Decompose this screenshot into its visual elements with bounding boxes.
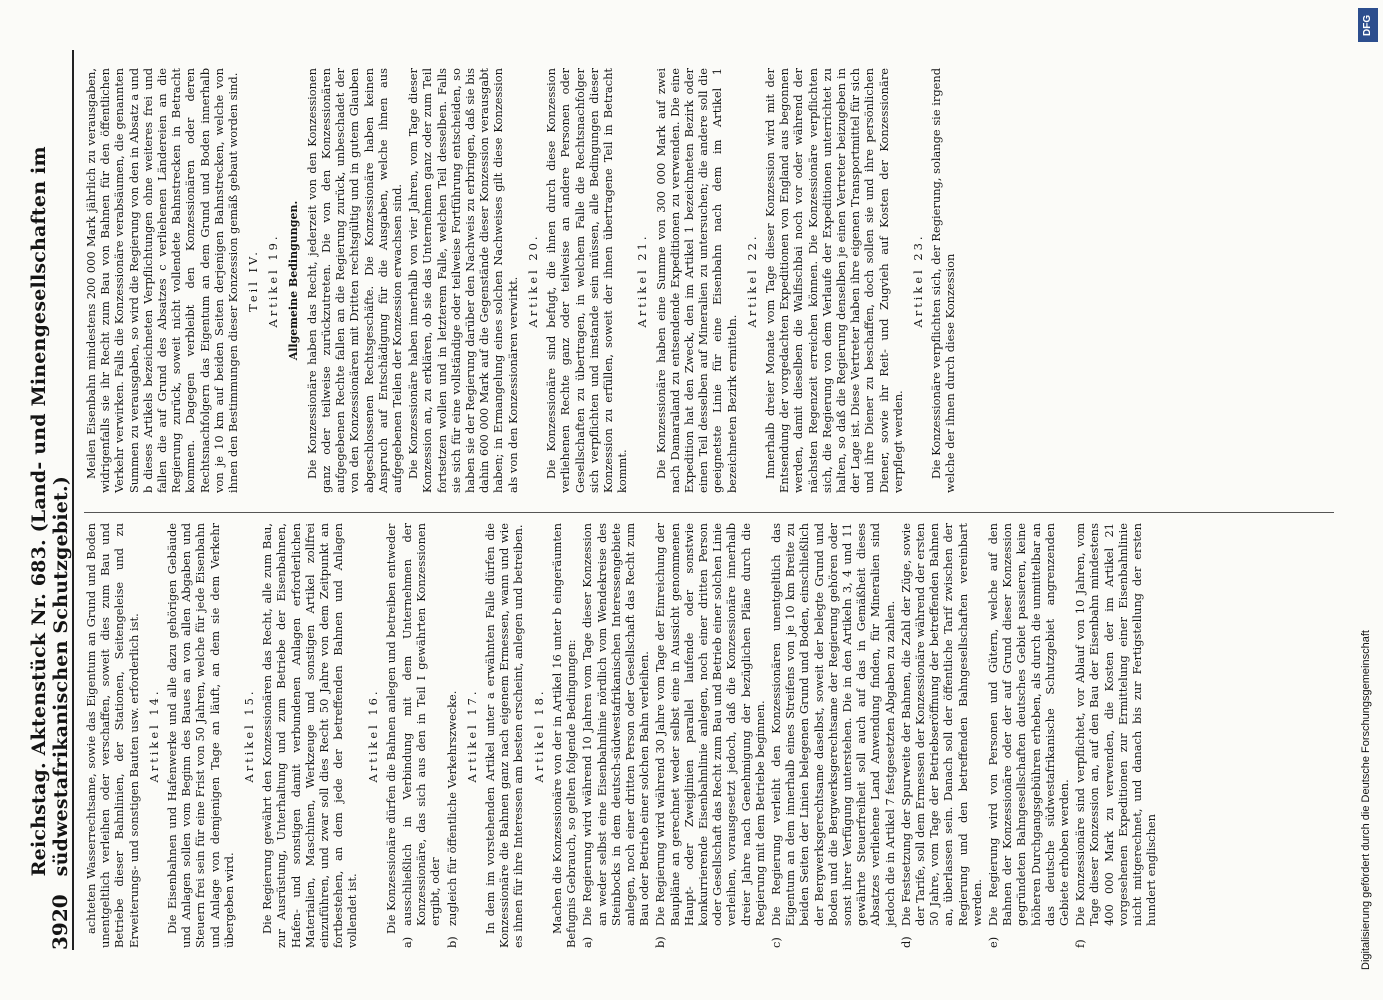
column-divider bbox=[84, 512, 1334, 513]
article-heading: Artikel 23. bbox=[910, 233, 925, 328]
item-label: a) bbox=[400, 936, 415, 948]
paragraph: Die Konzessionäre haben innerhalb von vier Jahren, vom Tage dieser Konzession an, zu erklären, ob sie das Unternehmen ganz oder zum Teil fortsetzen wollen und in letzterem Falle, welchen Teil desselben. Falls sie sich für eine vollständige oder teilweise Fortführung entscheiden, so haben sie der Regierung darüber den Nachweis zu erbringen, daß sie bis dahin 600 000 Mark auf die Gegenstände dieser Konzession verausgabt haben; in Ermangelung eines solchen Nachweises gilt diese Konzession als von den Konzessionären verwirkt. bbox=[406, 68, 520, 493]
item-label: b) bbox=[653, 936, 668, 948]
paragraph: achteten Wasserrechtsame, sowie das Eigentum an Grund und Boden unentgeltlich verleihen oder verschaffen, soweit dies zum Bau und Betriebe dieser Bahnlinien, der Stationen, Seitengeleise und zu Erweiterungs- und sonstigen Bauten usw. erforderlich ist. bbox=[84, 523, 141, 948]
section-subheading: Allgemeine Bedingungen. bbox=[286, 200, 300, 361]
item-text: zugleich für öffentliche Verkehrszwecke. bbox=[444, 690, 459, 926]
article-heading: Artikel 22. bbox=[744, 233, 759, 328]
item-text: Die Regierung wird von Personen und Gütern, welche auf den Bahnen der Konzessionäre oder der auf Grund dieser Konzession gegründeten Bahngesellschaften deutsches Gebiet passieren, keine höheren Durchgangsgebühren erheben, als durch die unmittelbar an das deutsche südwestafrikanische Schutzgebiet angrenzenden Gebiete erhoben werden. bbox=[985, 523, 1071, 926]
paragraph: Meilen Eisenbahn mindestens 200 000 Mark jährlich zu verausgaben, widrigenfalls sie ihr Recht zum Bau von Bahnen für den öffentlichen Verkehr verwirken. Falls die Konzessionäre verabsäumen, die genannten Summen zu verausgaben, so wird die Regierung von den in Absatz a und b dieses Artikels bezeichneten Verpflichtungen ohne weiteres frei und fallen die auf Grund des Absatzes c verliehenen Ländereien an die Regierung zurück, soweit nicht vollendete Bahnstrecken in Betracht kommen. Dagegen verbleibt den Konzessionären oder deren Rechtsnachfolgern das Eigentum an dem Grund und Boden innerhalb von je 10 km auf beiden Seiten derjenigen Bahnstrecken, welche von ihnen den Bestimmungen dieser Konzession gemäß gebaut worden sind. bbox=[84, 68, 241, 493]
item-label: e) bbox=[985, 936, 1000, 948]
article-heading: Artikel 21. bbox=[635, 233, 650, 328]
item-text: Die Festsetzung der Spurweite der Bahnen, die Zahl der Züge, sowie der Tarife, soll dem Ermessen der Konzessionäre während der ersten 50 Jahre, vom Tage der Betriebseröffnung der betreffenden Bahnen an, überlassen sein. Danach soll der öffentliche Tarif zwischen der Regierung und den betreffenden Bahngesellschaften vereinbart werden. bbox=[898, 523, 984, 926]
left-column bbox=[84, 523, 1160, 948]
item-label: f) bbox=[1073, 939, 1088, 948]
article-heading: Teil IV. bbox=[246, 249, 261, 312]
paragraph: Die Eisenbahnen und Hafenwerke und alle dazu gehörigen Gebäude und Anlagen sollen vom Beginn des Baues an von allen Abgaben und Steuern frei sein für eine Frist von 50 Jahren, welche für jede Eisenbahn und Anlage von demjenigen Tage an läuft, an dem sie dem Verkehr übergeben wird. bbox=[165, 523, 236, 948]
article-heading: Artikel 15. bbox=[242, 688, 257, 783]
article-heading: Artikel 18. bbox=[531, 688, 546, 783]
right-column bbox=[84, 68, 960, 493]
article-heading: Artikel 17. bbox=[464, 688, 479, 783]
item-text: ausschließlich in Verbindung mit dem Unternehmen der Konzessionäre, das sich aus den in Teil I gewährten Konzessionen ergibt, oder bbox=[400, 523, 443, 926]
article-heading: Artikel 16. bbox=[365, 688, 380, 783]
paragraph: Innerhalb dreier Monate vom Tage dieser Konzession wird mit der Entsendung der vorgedachten Expeditionen von England aus begonnen werden, damit dieselben die Walfischbai noch vor oder während der nächsten Regenzeit erreichen können. Die Konzessionäre verpflichten sich, die Regierung von dem Verlaufe der Expeditionen unterrichtet zu halten, so daß die Regierung denselben je einen Vertreter beizugeben in der Lage ist. Diese Vertreter haben ihre eigenen Transportmittel für sich und ihre Diener zu beschaffen, doch sollen sie und ihre persönlichen Diener, sowie ihr Reit- und Zugvieh auf Kosten der Konzessionäre verpflegt werden. bbox=[762, 68, 905, 493]
paragraph: Die Regierung gewährt den Konzessionären das Recht, alle zum Bau, zur Ausrüstung, Unterhaltung und zum Betriebe der Eisenbahnen, Hafen- und sonstigen damit verbundenen Anlagen erforderlichen Materialien, Maschinen, Werkzeuge und sonstigen Artikel zollfrei einzuführen, und zwar soll dies Recht 50 Jahre von dem Zeitpunkt an fortbestehen, an dem jede der betreffenden Bahnen und Anlagen vollendet ist. bbox=[260, 523, 360, 948]
article-heading: Artikel 20. bbox=[525, 233, 540, 328]
item-label: b) bbox=[444, 936, 459, 948]
item-label: c) bbox=[768, 937, 783, 948]
list-item bbox=[1073, 523, 1158, 948]
paragraph: In dem im vorstehenden Artikel unter a erwähnten Falle dürfen die Konzessionäre die Bahnen ganz nach eigenem Ermessen, wann und wie es ihnen für ihre Interessen am besten erscheint, anlegen und betreiben. bbox=[483, 523, 526, 948]
list-item bbox=[899, 523, 984, 948]
dfg-logo: DFG bbox=[1358, 8, 1378, 42]
list-item bbox=[769, 523, 897, 948]
paragraph: Die Konzessionäre dürfen die Bahnen anlegen und betreiben entweder bbox=[383, 523, 398, 934]
article-heading: Artikel 19. bbox=[266, 233, 281, 328]
paragraph: Die Konzessionäre verpflichten sich, der Regierung, solange sie irgend welche der ihnen durch diese Konzession bbox=[929, 68, 958, 493]
digitization-note: Digitalisierung gefördert durch die Deutsche Forschungsgemeinschaft bbox=[1360, 630, 1372, 970]
item-text: Die Konzessionäre sind verpflichtet, vor Ablauf von 10 Jahren, vom Tage dieser Konzession an, auf den Bau der Eisenbahn mindestens 400 000 Mark zu verwenden, die Kosten der im Artikel 21 vorgesehenen Expeditionen zur Ermittelung einer Eisenbahnlinie nicht mitgerechnet, und danach bis zur Fertigstellung der ersten hundert englischen bbox=[1073, 523, 1159, 926]
paragraph: Die Konzessionäre haben das Recht, jederzeit von den Konzessionen ganz oder teilweise zurückzutreten. Die von den Konzessionären aufgegebenen Rechte fallen an die Regierung zurück, unbeschadet der von den Konzessionären mit Dritten rechtsgültig und in gutem Glauben abgeschlossenen Rechtsgeschäfte. Die Konzessionäre haben keinen Anspruch auf Entschädigung für die Ausgaben, welche ihnen aus aufgegebenen Teilen der Konzession erwachsen sind. bbox=[304, 68, 405, 493]
item-text: Die Regierung verleiht den Konzessionären unentgeltlich das Eigentum an dem innerhalb eines Streifens von je 10 km Breite zu beiden Seiten der Linien belegenen Grund und Boden, einschließlich der Bergwerksgerechtsame daselbst, soweit der belegte Grund und Boden und die Bergwerksgerechtsame der Regierung gehören oder sonst ihrer Verfügung unterstehen. Die in den Artikeln 3, 4 und 11 gewährte Steuerfreiheit soll auch auf das in Gemäßheit dieses Absatzes verliehene Land Anwendung finden, für Mineralien sind jedoch die in Artikel 7 festgesetzten Abgaben zu zahlen. bbox=[768, 523, 897, 926]
item-label: a) bbox=[580, 936, 595, 948]
list-item bbox=[986, 523, 1071, 948]
paragraph: Die Konzessionäre sind befugt, die ihnen durch diese Konzession verliehenen Rechte ganz oder teilweise an andere Personen oder Gesellschaften zu übertragen, in welchem Falle die Rechtsnachfolger sich verpflichten und imstande sein müssen, alle Bedingungen dieser Konzession zu erfüllen, soweit der ihnen übertragene Teil in Betracht kommt. bbox=[544, 68, 630, 493]
list-item bbox=[653, 523, 767, 948]
list-item bbox=[580, 523, 651, 948]
article-heading: Artikel 14. bbox=[146, 688, 161, 783]
list-item bbox=[445, 523, 459, 948]
page-title: Reichstag. Aktenstück Nr. 683. (Land- und Minengesellschaften im südwestafrikanischen Schutzgebiet.) bbox=[28, 146, 72, 877]
page-number: 3920 bbox=[48, 894, 72, 950]
paragraph: Machen die Konzessionäre von der in Artikel 16 unter b eingeräumten Befugnis Gebrauch, so gelten folgende Bedingungen: bbox=[549, 523, 579, 948]
paragraph: Die Konzessionäre haben eine Summe von 300 000 Mark auf zwei nach Damaraland zu entsendende Expeditionen zu verwenden. Die eine Expedition hat den Zweck, den im Artikel 1 bezeichneten Bezirk oder einen Teil desselben auf Mineralien zu untersuchen; die andere soll die geeignetste Linie für eine Eisenbahn nach dem im Artikel 1 bezeichneten Bezirk ermitteln. bbox=[653, 68, 739, 493]
item-text: Die Regierung wird während 30 Jahre vom Tage der Einreichung der Baupläne an gerechnet weder selbst eine in Aussicht genommenen Haupt- oder Zweiglinien parallel laufende oder sonstwie konkurrierende Eisenbahnlinie anlegen, noch einer dritten Person oder Gesellschaft das Recht zum Bau und Betrieb einer solchen Linie verleihen, vorausgesetzt jedoch, daß die Konzessionäre innerhalb dreier Jahre nach Genehmigung der bezüglichen Pläne durch die Regierung mit dem Betriebe beginnen. bbox=[653, 523, 767, 926]
page-header bbox=[28, 50, 74, 950]
list-item bbox=[400, 523, 443, 948]
item-label: d) bbox=[898, 936, 913, 948]
item-text: Die Regierung wird während 10 Jahren vom Tage dieser Konzession an weder selbst eine Eisenbahnlinie nördlich vom Wendekreise des Steinbocks in dem deutsch-südwestafrikanischen Interessengebiete anlegen, noch einer dritten Person oder Gesellschaft das Recht zum Bau oder Betrieb einer solchen Bahn verleihen. bbox=[580, 523, 652, 926]
